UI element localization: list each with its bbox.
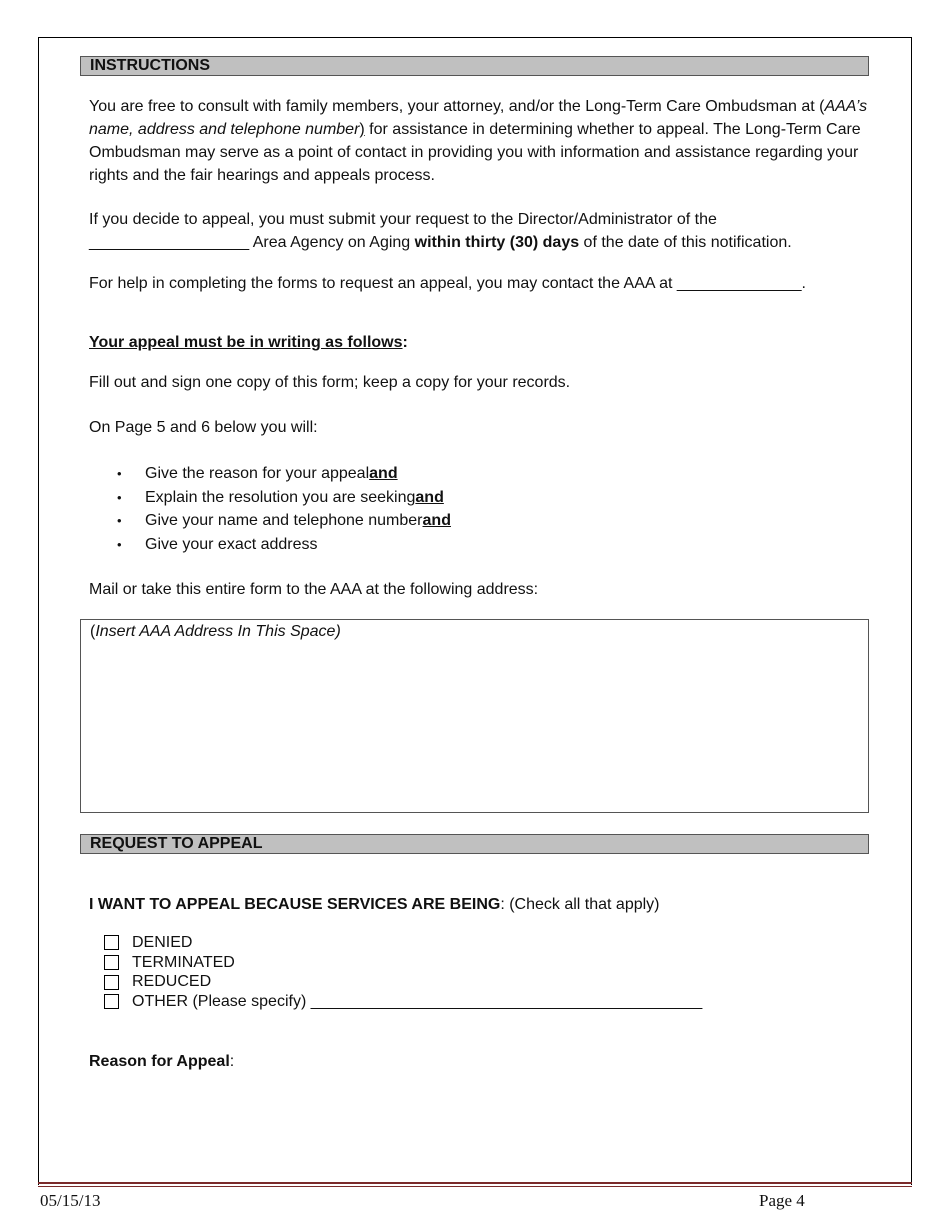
option-denied: DENIED xyxy=(104,933,702,953)
footer-divider xyxy=(38,1182,912,1187)
footer-date: 05/15/13 xyxy=(40,1191,101,1210)
ombudsman-paragraph: You are free to consult with family members, your attorney, and/or the Long-Term Care Ombudsman at (AAA’s name, address and telephone number) for assistance in determining whether to appeal. The Long-Term Care Ombudsman may serve as a point of contact in providing you with information and assistance regarding your rights and the fair hearings and appeals process. xyxy=(89,98,868,184)
page-intro: On Page 5 and 6 below you will: xyxy=(89,419,318,436)
deadline-emphasis: within thirty (30) days xyxy=(414,234,580,251)
list-item: • Give your name and telephone number and xyxy=(117,512,451,530)
help-paragraph: For help in completing the forms to request an appeal, you may contact the AAA at ______________. xyxy=(89,275,806,292)
requirements-list xyxy=(117,462,451,557)
checkbox[interactable] xyxy=(104,935,119,950)
checkbox[interactable] xyxy=(104,994,119,1009)
fill-out-instruction: Fill out and sign one copy of this form; keep a copy for your records. xyxy=(89,374,571,391)
list-item: • Explain the resolution you are seeking and xyxy=(117,488,444,506)
address-box[interactable]: (Insert AAA Address In This Space) xyxy=(80,619,869,813)
instructions-header: INSTRUCTIONS xyxy=(80,56,869,76)
address-placeholder: Insert AAA Address In This Space) xyxy=(95,623,341,640)
option-reduced: REDUCED xyxy=(104,972,702,992)
list-item: • Give your exact address xyxy=(117,536,318,554)
deadline-paragraph: If you decide to appeal, you must submit your request to the Director/Administrator of the __________________ Area Agency on Aging within thirty (30) days of the date of this notification. xyxy=(89,211,792,251)
request-header: REQUEST TO APPEAL xyxy=(80,834,869,854)
footer-page-number: Page 4 xyxy=(759,1191,805,1210)
list-item: • Give the reason for your appeal and xyxy=(117,465,398,482)
checkbox[interactable] xyxy=(104,975,119,990)
option-other: OTHER (Please specify) ____________________________________________ xyxy=(104,992,702,1012)
checkbox[interactable] xyxy=(104,955,119,970)
services-checklist xyxy=(104,933,702,1012)
aaa-contact-placeholder: AAA’s name, address and telephone number xyxy=(89,98,868,138)
reason-label: Reason for Appeal: xyxy=(89,1053,235,1070)
appeal-question: I WANT TO APPEAL BECAUSE SERVICES ARE BEING: (Check all that apply) xyxy=(89,896,660,913)
writing-heading: Your appeal must be in writing as follows: xyxy=(89,334,408,351)
option-terminated: TERMINATED xyxy=(104,953,702,973)
mail-instruction: Mail or take this entire form to the AAA at the following address: xyxy=(89,581,539,598)
